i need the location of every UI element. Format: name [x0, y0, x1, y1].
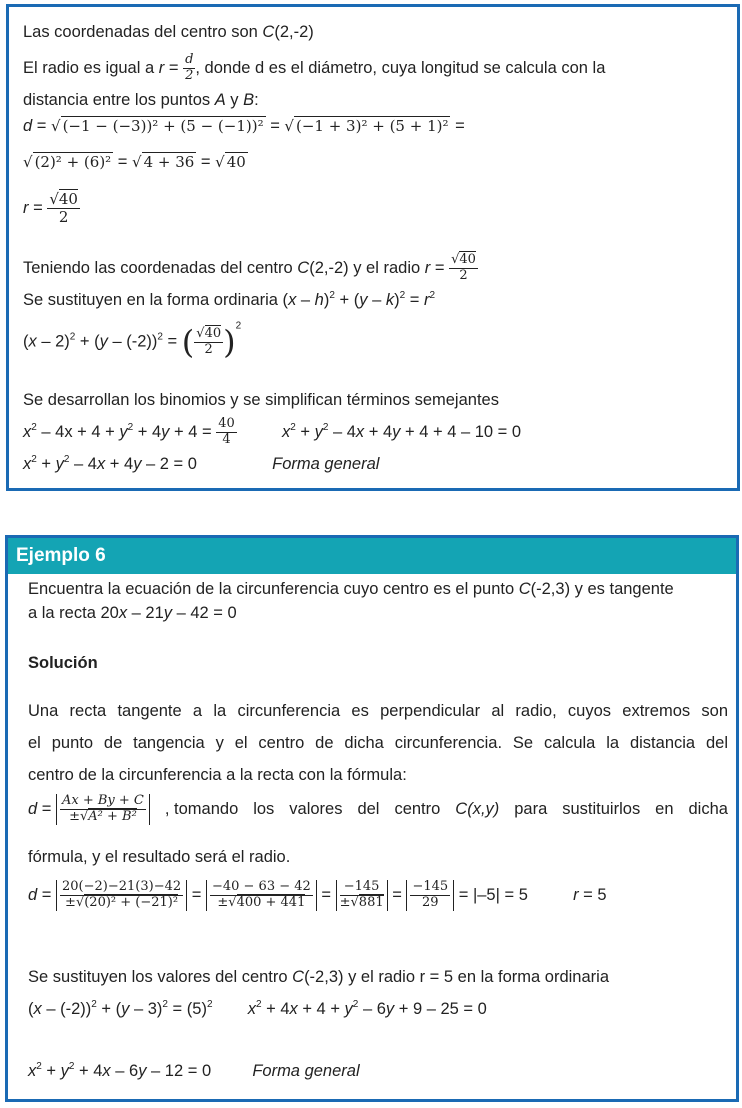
general-form-line: $x^2 + y^2 + 4x - 6y - 12 = 0$ Forma general — [28, 1061, 360, 1080]
expanded-equation-line: $x^2 - 4x + 4 + y^2 + 4y + 4$ = $\frac{40}{4}$ $x^2 + y^2 - 4x + 4y + 4 + 4 - 10 = 0$ — [23, 416, 522, 447]
substitution-line: Se sustituyen los valores del centro C(-2,3) y el radio r = 5 en la forma ordinaria — [28, 968, 609, 986]
center-radius-line: Teniendo las coordenadas del centro C(2,-2) y el radio r = $\frac{√40}{2}$ — [23, 252, 476, 283]
distance-formula-line: d = √ (−1 − (−3))² + (5 − (−1))² = √ (−1 + 3)² + (5 + 1)² = — [23, 117, 465, 135]
ordinary-form-line: Se sustituyen en la forma ordinaria $(x - h)^2 + (y - k)^2 = r^2$ — [23, 290, 436, 309]
example-header: Ejemplo 6 — [8, 538, 736, 574]
paragraph-line-1: Una recta tangente a la circunferencia es perpendicular al radio, cuyos extremos son — [28, 702, 728, 720]
binomials-line: Se desarrollan los binomios y se simplifican términos semejantes — [23, 391, 499, 409]
radius-value-line: r = $\frac{√40}{2}$ — [23, 190, 78, 227]
example-6-box — [5, 535, 739, 1102]
general-form-label: Forma general — [252, 1062, 360, 1080]
general-form-label: Forma general — [272, 455, 380, 473]
formula-end-line: fórmula, y el resultado será el radio. — [28, 848, 291, 866]
substituted-equation-line: (x – 2)$^2$ + (y – (-2))$^2$ = ( $\frac{√40}{2}$ )$^2$ — [23, 320, 242, 361]
distance-formula-line: d = $\frac{Ax + By + C}{\text{±√A² + B²}}$ , tomando los valores del centro C(x,y) para sustituirlos en dicha — [28, 793, 728, 824]
paragraph-line-2: el punto de tangencia y el centro de dicha circunferencia. Se calcula la distancia del — [28, 734, 728, 752]
solution-box-previous — [6, 4, 740, 491]
distance-calculation-line: d = $\frac{20(-2)-21(3)-42}{\text{±√(20)² + (−21)²}}$ = $\frac{-40 - 63 - 42}{\pm√400 + 441}$ = $\frac{-145}{\pm√881}$ = $\frac{-145}{29}$ = |–5| = 5 r = 5 — [28, 879, 607, 910]
substituted-equation-line: $(x - (-2))^2 + (y - 3)^2 = (5)^2$ $x^2 + 4x + 4 + y^2 - 6y + 9 - 25 = 0$ — [28, 999, 487, 1018]
paragraph-line-3: centro de la circunferencia a la recta con la fórmula: — [28, 766, 407, 784]
radius-definition-line: El radio es igual a r = $\frac{d}{2}$ , donde d es el diámetro, cuya longitud se calcula con la — [23, 52, 606, 83]
distance-points-line: distancia entre los puntos A y B: — [23, 91, 259, 109]
solution-heading: Solución — [28, 654, 98, 672]
distance-result-line: √ (2)² + (6)² = √ 4 + 36 = √ 40 — [23, 153, 246, 171]
general-form-line: $x^2 + y^2 - 4x + 4y - 2 = 0$ Forma general — [23, 454, 380, 473]
center-coordinates-line: Las coordenadas del centro son C(2,-2) — [23, 23, 314, 41]
problem-statement-line-1: Encuentra la ecuación de la circunferencia cuyo centro es el punto C(-2,3) y es tangente — [28, 580, 674, 598]
problem-statement-line-2: a la recta 20x – 21y – 42 = 0 — [28, 604, 237, 622]
